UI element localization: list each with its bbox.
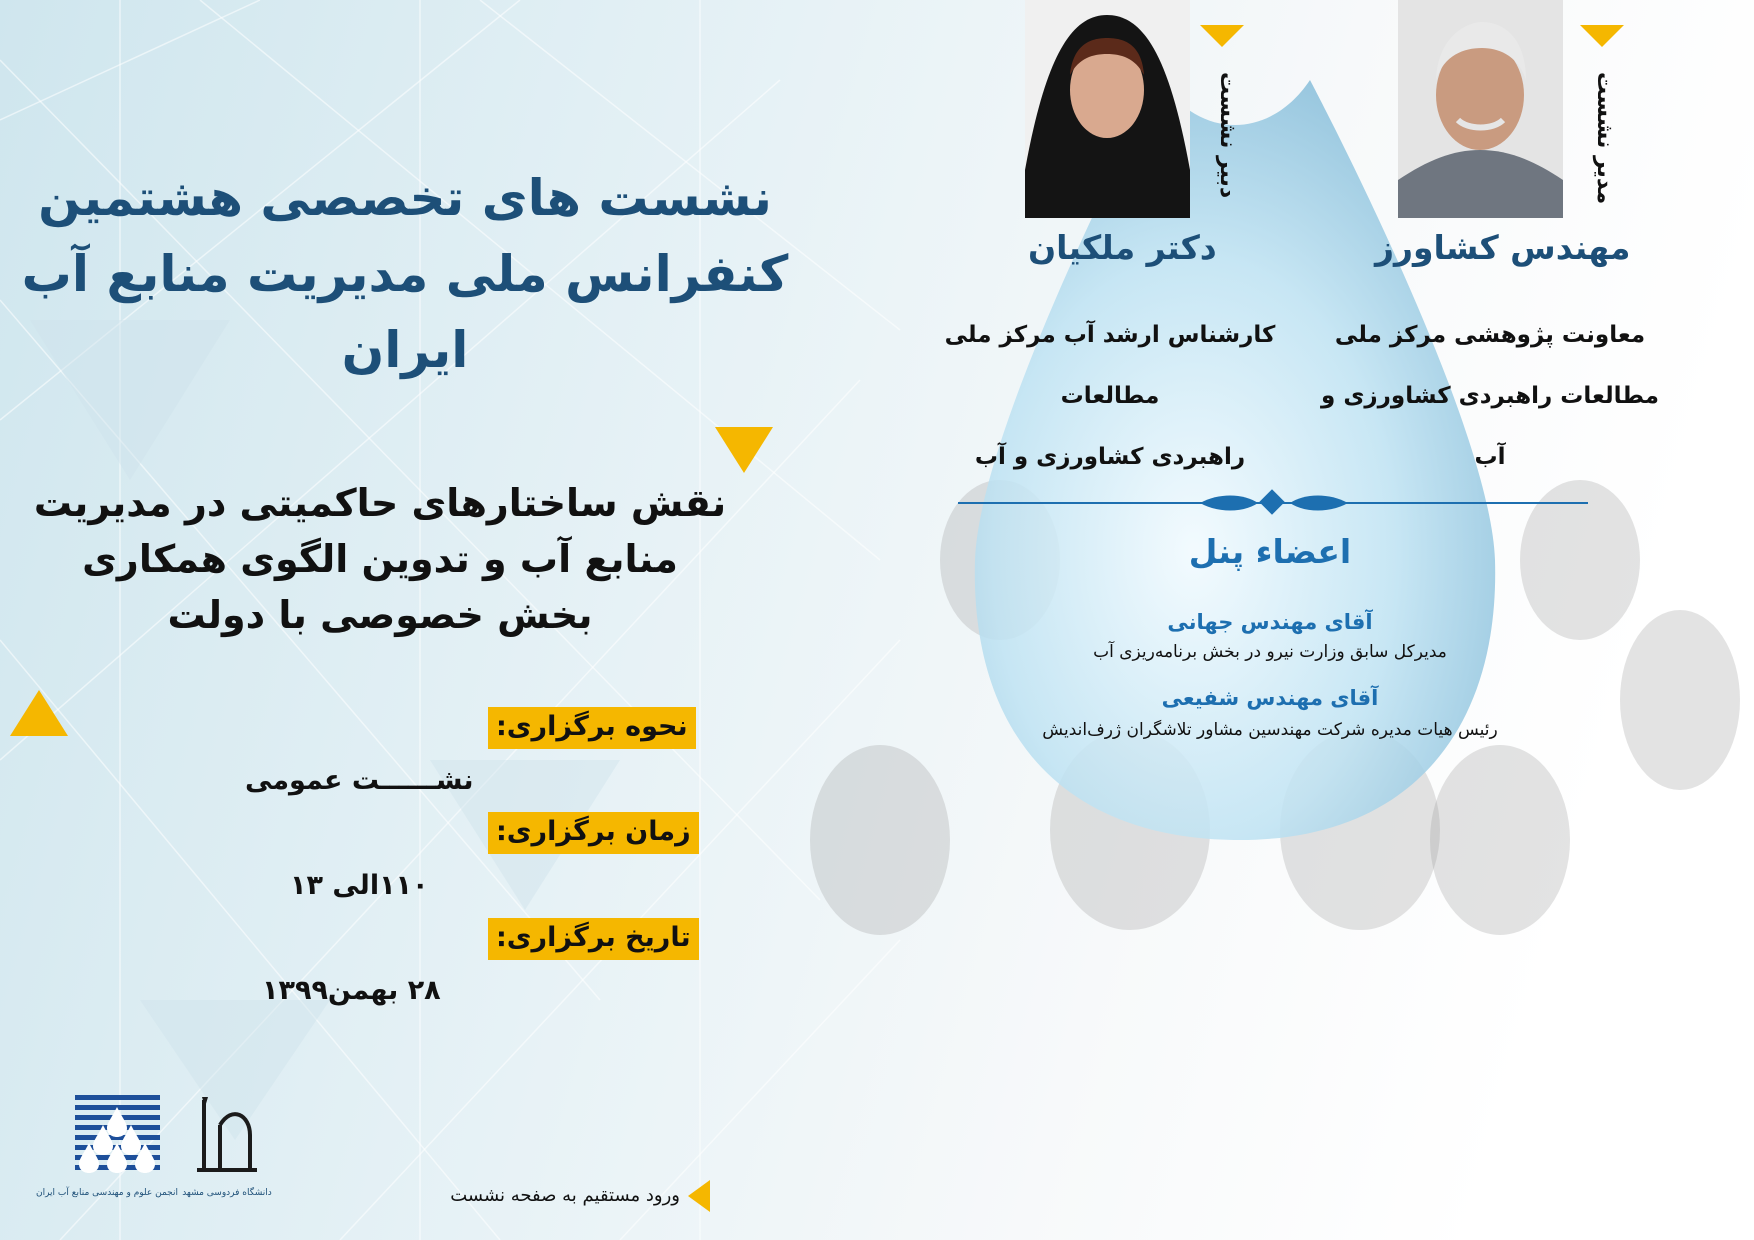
moderator-desc-line1: معاونت پژوهشی مرکز ملی <box>1334 322 1646 348</box>
date-label: تاریخ برگزاری: <box>488 918 699 960</box>
water-association-caption: انجمن علوم و مهندسی منابع آب ایران <box>35 1188 178 1198</box>
time-value: ۱۱۰الی ۱۳ <box>290 870 429 901</box>
secretary-name: دکتر ملکیان <box>1028 228 1217 267</box>
panel-member-role: مدیرکل سابق وزارت نیرو در بخش برنامه‌ریزی آب <box>1093 642 1447 662</box>
water-association-logo <box>75 1095 160 1175</box>
panel-member-name: آقای مهندس جهانی <box>1167 610 1373 634</box>
format-value: نشــــــت عمومی <box>245 765 474 796</box>
moderator-description <box>1320 305 1660 488</box>
secretary-desc-line1: کارشناس ارشد آب مرکز ملی مطالعات <box>944 322 1276 409</box>
ferdowsi-university-caption: دانشگاه فردوسی مشهد <box>182 1188 272 1198</box>
session-topic: نقش ساختارهای حاکمیتی در مدیریت منابع آب و تدوین الگوی همکاری بخش خصوصی با دولت <box>33 481 727 637</box>
triangle-down-icon <box>1200 25 1244 47</box>
moderator-role: مدیر نشست <box>1592 72 1617 205</box>
moderator-name: مهندس کشاورز <box>1375 228 1631 267</box>
secretary-desc-line2: راهبردی کشاورزی و آب <box>974 444 1246 470</box>
triangle-down-icon <box>715 427 773 473</box>
ferdowsi-university-logo <box>192 1095 262 1180</box>
format-label: نحوه برگزاری: <box>488 707 696 749</box>
secretary-role: دبیر نشست <box>1215 72 1240 199</box>
triangle-up-icon <box>10 690 68 736</box>
conference-title-line1: نشست های تخصصی هشتمین <box>38 169 772 227</box>
panel-member-role: رئیس هیات مدیره شرکت مهندسین مشاور تلاشگران ژرف‌اندیش <box>1042 720 1498 740</box>
conference-title <box>20 160 790 388</box>
secretary-photo <box>1025 0 1190 218</box>
moderator-photo <box>1398 0 1563 218</box>
session-page-link[interactable]: ورود مستقیم به صفحه نشست <box>450 1185 680 1206</box>
triangle-down-icon <box>1580 25 1624 47</box>
secretary-description <box>915 305 1305 488</box>
panel-title: اعضاء پنل <box>1188 532 1352 571</box>
conference-title-line2: کنفرانس ملی مدیریت منابع آب ایران <box>21 245 789 379</box>
play-arrow-icon[interactable] <box>688 1180 710 1212</box>
date-value: ۲۸ بهمن۱۳۹۹ <box>262 975 441 1006</box>
moderator-desc-line2: مطالعات راهبردی کشاورزی و آب <box>1321 383 1659 470</box>
time-label: زمان برگزاری: <box>488 812 699 854</box>
panel-member-name: آقای مهندس شفیعی <box>1161 686 1379 710</box>
